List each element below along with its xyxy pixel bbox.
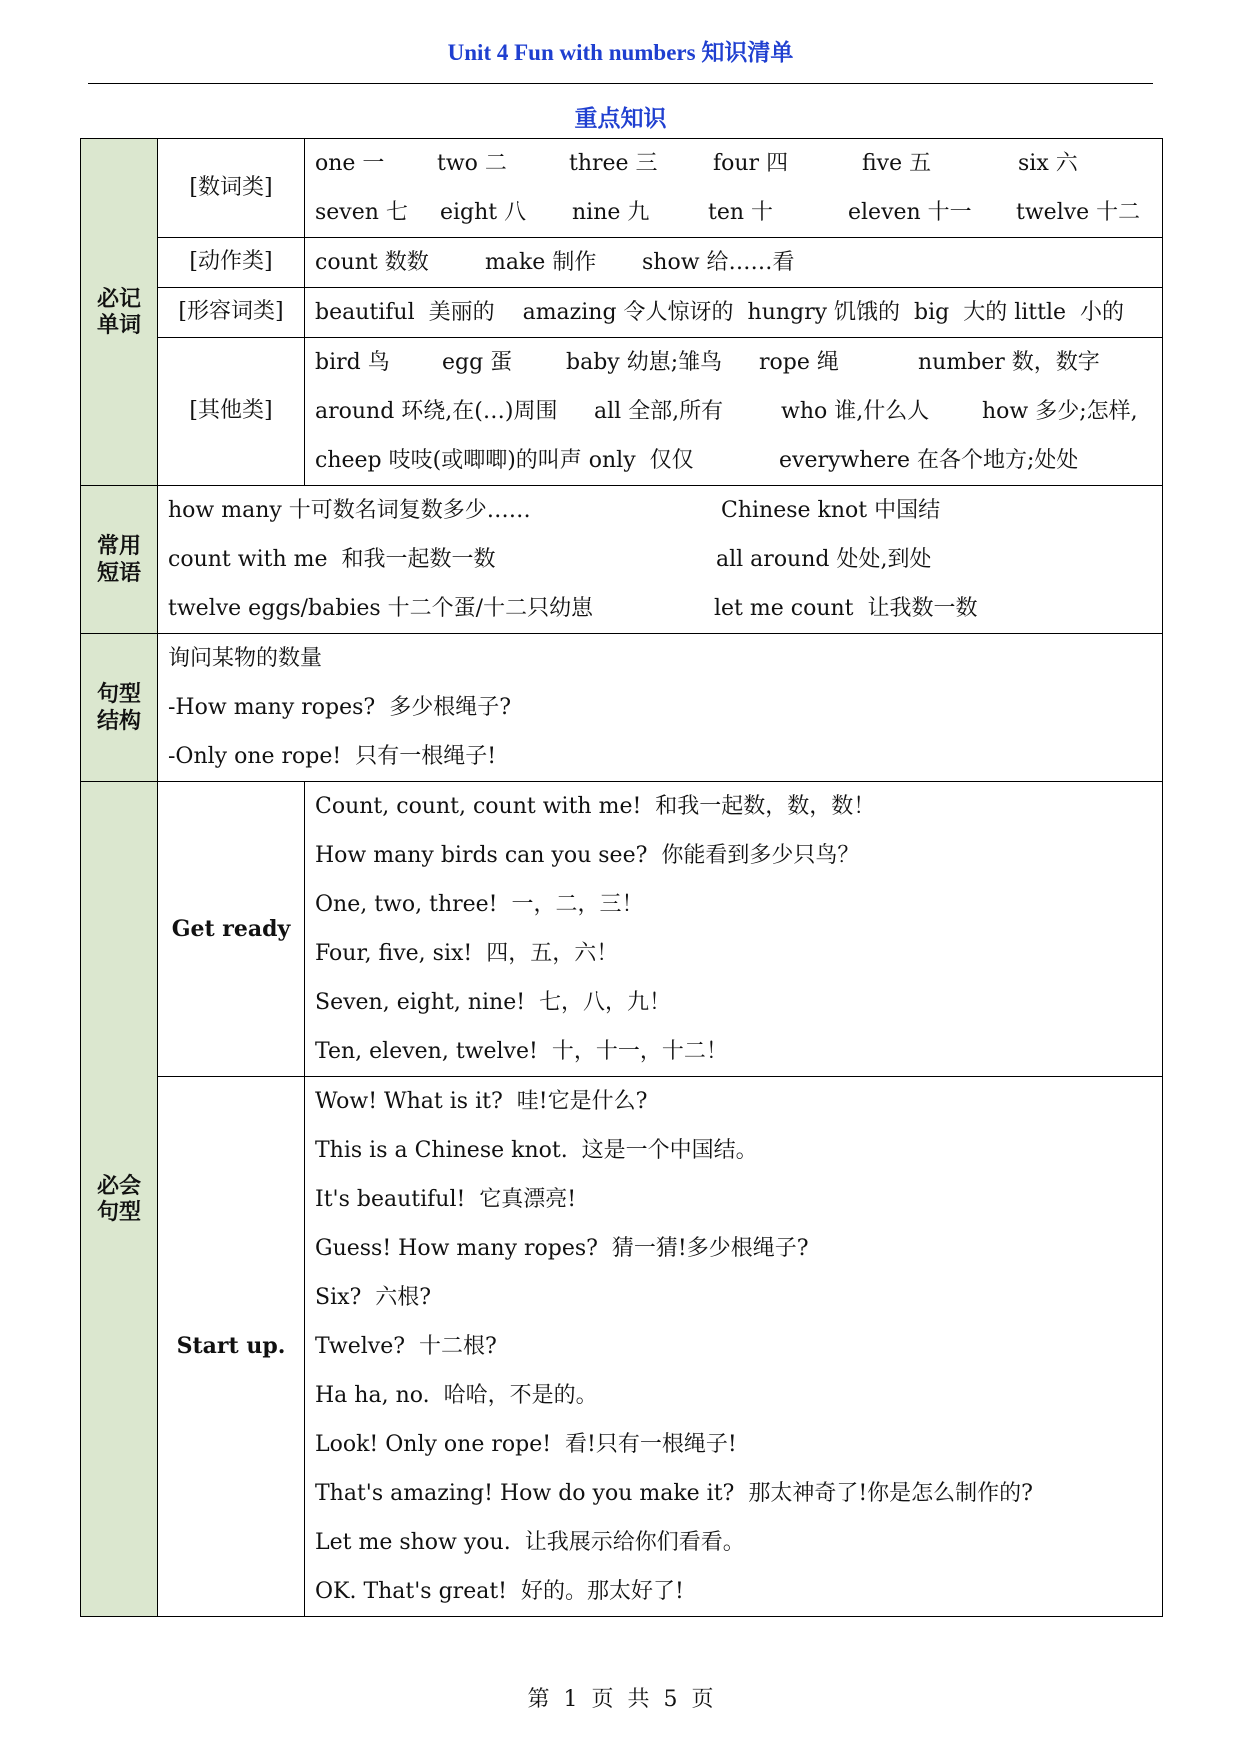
sentence-line: Seven, eight, nine! 七，八，九！ xyxy=(315,990,672,1015)
sentence-line: Guess! How many ropes? 猜一猜!多少根绳子? xyxy=(315,1236,809,1261)
word-item: one 一 xyxy=(315,151,385,176)
sentence-line: Let me show you. 让我展示给你们看看。 xyxy=(315,1530,745,1555)
structure-line: -How many ropes? 多少根绳子? xyxy=(168,695,511,720)
phrases-line-3 xyxy=(158,584,1162,633)
verbs-line xyxy=(305,238,1162,287)
adjectives-line: beautiful 美丽的 amazing 令人惊讶的 hungry 饥饿的 big 大的 little 小的 xyxy=(315,300,1125,325)
sentence-line: That's amazing! How do you make it? 那太神奇了!你是怎么制作的? xyxy=(315,1481,1033,1506)
label-start-up: Start up. xyxy=(158,1077,305,1617)
word-item: all 全部,所有 xyxy=(594,399,724,424)
category-vocab-line1: 必记 xyxy=(96,285,141,312)
category-structure-line2: 结构 xyxy=(96,707,141,734)
others-content xyxy=(305,338,1163,486)
word-item: baby 幼崽;雏鸟 xyxy=(566,350,723,375)
word-item: around 环绕,在(…)周围 xyxy=(315,399,558,424)
knowledge-table xyxy=(80,138,1163,1617)
sentence-line: Wow! What is it? 哇!它是什么? xyxy=(315,1089,648,1114)
word-item: twelve 十二 xyxy=(1016,200,1141,225)
sentence-line: Six? 六根? xyxy=(315,1285,432,1310)
sentence-line: Count, count, count with me! 和我一起数，数，数！ xyxy=(315,794,876,819)
word-item: who 谁,什么人 xyxy=(781,399,930,424)
start-up-row xyxy=(81,1077,1163,1617)
category-phrases-line2: 短语 xyxy=(96,559,141,586)
structure-row xyxy=(81,634,1163,782)
vocab-verbs-row xyxy=(81,238,1163,288)
category-structure xyxy=(81,634,158,782)
word-item: cheep 吱吱(或唧唧)的叫声 only 仅仅 xyxy=(315,448,694,473)
word-item: nine 九 xyxy=(572,200,650,225)
label-others: [其他类] xyxy=(158,338,305,486)
label-numerals: [数词类] xyxy=(158,139,305,238)
sentence-line: Ha ha, no. 哈哈，不是的。 xyxy=(315,1383,598,1408)
phrase-item: all around 处处,到处 xyxy=(716,547,932,572)
label-get-ready: Get ready xyxy=(158,782,305,1077)
phrases-line-1 xyxy=(158,486,1162,535)
word-item: eleven 十一 xyxy=(848,200,972,225)
document-title: Unit 4 Fun with numbers 知识清单 xyxy=(447,40,794,65)
category-vocab-line2: 单词 xyxy=(96,312,141,338)
numerals-content xyxy=(305,139,1163,238)
others-line-2 xyxy=(305,387,1162,436)
sentence-line: Twelve? 十二根? xyxy=(315,1334,497,1359)
word-item: ten 十 xyxy=(708,200,774,225)
category-structure-line1: 句型 xyxy=(96,681,141,708)
word-item: five 五 xyxy=(862,151,932,176)
word-item: egg 蛋 xyxy=(442,350,513,375)
sentence-line: Look! Only one rope! 看!只有一根绳子! xyxy=(315,1432,737,1457)
section-title: 重点知识 xyxy=(574,105,667,132)
sentence-line: One, two, three! 一，二，三！ xyxy=(315,892,644,917)
phrases-content xyxy=(158,486,1163,634)
adjectives-content xyxy=(305,288,1163,338)
word-item: six 六 xyxy=(1018,151,1078,176)
structure-content xyxy=(158,634,1163,782)
sentence-line: OK. That's great! 好的。那太好了! xyxy=(315,1579,684,1604)
word-item: bird 鸟 xyxy=(315,350,390,375)
category-phrases-line1: 常用 xyxy=(96,533,141,560)
structure-line: 询问某物的数量 xyxy=(168,646,323,671)
category-phrases xyxy=(81,486,158,634)
sentence-line: This is a Chinese knot. 这是一个中国结。 xyxy=(315,1138,758,1163)
phrases-line-2 xyxy=(158,535,1162,584)
get-ready-content xyxy=(305,782,1163,1077)
sentence-line: Four, five, six! 四，五，六！ xyxy=(315,941,619,966)
word-item: count 数数 xyxy=(315,250,429,275)
word-item: seven 七 xyxy=(315,200,408,225)
numerals-line-1 xyxy=(305,139,1162,188)
category-vocab xyxy=(81,139,158,486)
phrases-row xyxy=(81,486,1163,634)
label-adjectives: [形容词类] xyxy=(158,288,305,338)
phrase-item: let me count 让我数一数 xyxy=(714,596,978,621)
vocab-adjectives-row xyxy=(81,288,1163,338)
word-item: four 四 xyxy=(713,151,789,176)
label-verbs: [动作类] xyxy=(158,238,305,288)
category-sentences-line1: 必会 xyxy=(96,1172,141,1199)
page-footer: 第 1 页 共 5 页 xyxy=(527,1687,714,1712)
word-item: how 多少;怎样, xyxy=(982,399,1138,424)
others-line-1 xyxy=(305,338,1162,387)
word-item: rope 绳 xyxy=(759,350,839,375)
word-item: eight 八 xyxy=(440,200,527,225)
word-item: show 给……看 xyxy=(642,250,795,275)
vocab-others-row xyxy=(81,338,1163,486)
word-item: three 三 xyxy=(569,151,658,176)
word-item: make 制作 xyxy=(485,250,597,275)
verbs-content xyxy=(305,238,1163,288)
sentence-line: Ten, eleven, twelve! 十，十一，十二！ xyxy=(315,1039,728,1064)
sentence-line: How many birds can you see? 你能看到多少只鸟？ xyxy=(315,843,860,868)
category-sentences-line2: 句型 xyxy=(96,1199,141,1225)
start-up-content xyxy=(305,1077,1163,1617)
get-ready-row xyxy=(81,782,1163,1077)
numerals-line-2 xyxy=(305,188,1162,237)
category-sentences xyxy=(81,782,158,1617)
phrase-item: how many 十可数名词复数多少…… xyxy=(168,498,531,523)
structure-line: -Only one rope! 只有一根绳子! xyxy=(168,744,497,769)
word-item: everywhere 在各个地方;处处 xyxy=(779,448,1079,473)
sentence-line: It's beautiful! 它真漂亮! xyxy=(315,1187,577,1212)
title-divider xyxy=(88,83,1153,84)
others-line-3 xyxy=(305,436,1162,485)
phrase-item: twelve eggs/babies 十二个蛋/十二只幼崽 xyxy=(168,596,594,621)
phrase-item: count with me 和我一起数一数 xyxy=(168,547,496,572)
word-item: number 数，数字 xyxy=(918,350,1100,375)
word-item: two 二 xyxy=(437,151,507,176)
vocab-numerals-row xyxy=(81,139,1163,238)
phrase-item: Chinese knot 中国结 xyxy=(721,498,941,523)
